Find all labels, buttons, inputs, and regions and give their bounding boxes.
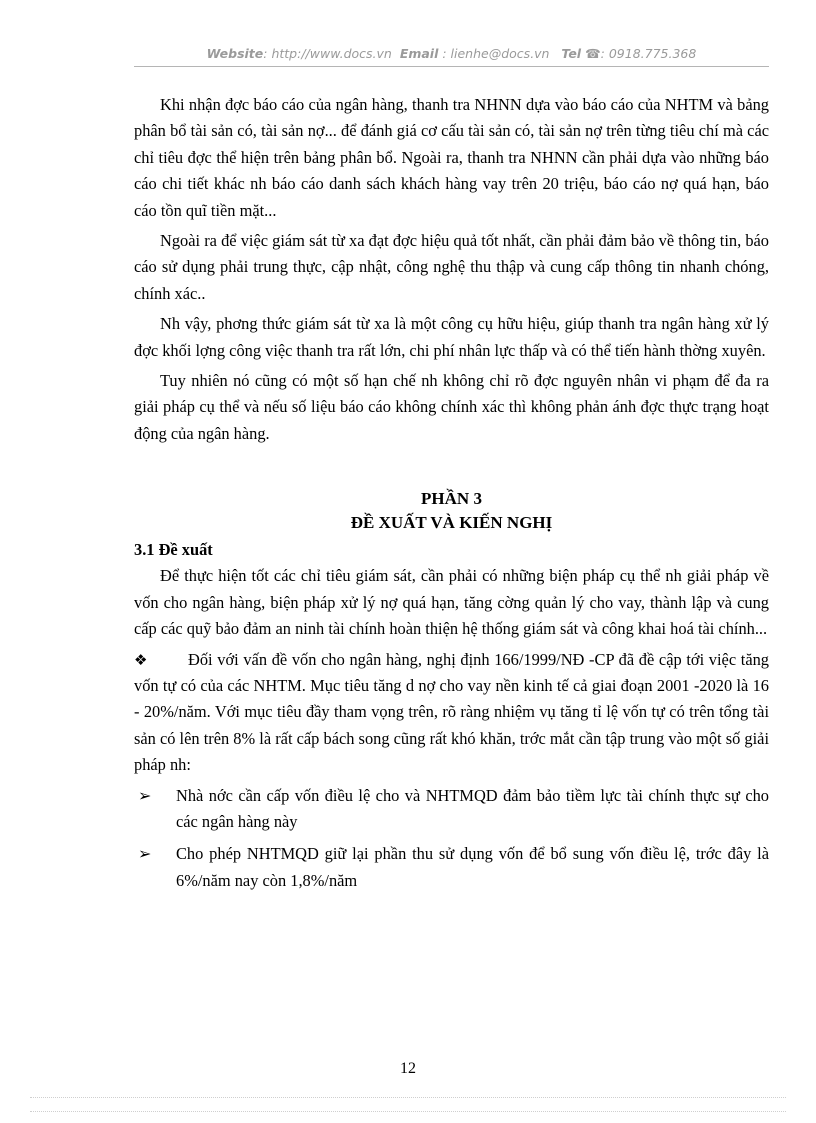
part-label: PHẦN 3 — [421, 489, 482, 509]
header-divider — [134, 66, 769, 67]
tel-label: Tel — [561, 46, 582, 61]
part-title: ĐỀ XUẤT VÀ KIẾN NGHỊ — [350, 513, 553, 533]
tel-value: : 0918.775.368 — [600, 46, 697, 61]
section-intro: Để thực hiện tốt các chỉ tiêu giám sát, cần phải có những biện pháp cụ thể nh giải pháp về vốn cho ngân hàng, biện pháp xử lý nợ quá hạn, tăng cờng quản lý cho vay, thành lập và cung cấp các quỹ bảo đảm an ninh tài chính hoàn thiện hệ thống giám sát và công khai hoá tài chính... — [134, 566, 769, 639]
sub-item — [138, 783, 769, 836]
arrow-bullet-icon: ➢ — [138, 844, 152, 864]
section-heading: 3.1 Đề xuất — [134, 540, 213, 560]
diamond-bullet-icon: ❖ — [134, 650, 148, 669]
website-label: Website — [206, 46, 264, 61]
bullet-text: Đối với vấn đề vốn cho ngân hàng, nghị định 166/1999/NĐ -CP đã đề cập tới việc tăng vốn tự có của các NHTM. Mục tiêu tăng d nợ cho vay nền kinh tế cả giai đoạn 2001 -2020 là 16 - 20%/năm. Với mục tiêu đầy tham vọng trên, rõ ràng nhiệm vụ tăng tỉ lệ vốn tự có trên tổng tài sản có lên trên 8% là rất cấp bách song cũng rất khó khăn, trớc mắt cần tập trung vào một số giải pháp nh: — [134, 649, 769, 775]
page-body — [134, 92, 769, 900]
paragraph: Tuy nhiên nó cũng có một số hạn chế nh không chỉ rõ đợc nguyên nhân vi phạm để đa ra giải pháp cụ thể và nếu số liệu báo cáo không chính xác thì không phản ánh đợc thực trạng hoạt động của ngân hàng. — [134, 371, 769, 443]
email-label: Email — [399, 46, 439, 61]
sub-item-text: Nhà nớc cần cấp vốn điều lệ cho và NHTMQD đảm bảo tiềm lực tài chính thực sự cho các ngân hàng này — [176, 785, 769, 831]
page-number: 12 — [400, 1060, 416, 1077]
website-value: : http://www.docs.vn — [263, 46, 392, 61]
sub-item — [138, 841, 769, 894]
sub-item-text: Cho phép NHTMQD giữ lại phần thu sử dụng vốn để bổ sung vốn điều lệ, trớc đây là 6%/năm nay còn 1,8%/năm — [176, 844, 769, 890]
bullet-item — [134, 647, 769, 779]
paragraph: Khi nhận đợc báo cáo của ngân hàng, thanh tra NHNN dựa vào báo cáo của NHTM và bảng phân bổ tài sản có, tài sản nợ... để đánh giá cơ cấu tài sản có, tài sản nợ trên từng tiêu chí mà các chỉ tiêu đợc thể hiện trên bảng phân bổ. Ngoài ra, thanh tra NHNN cần phải dựa vào những báo cáo chi tiết khác nh báo cáo danh sách khách hàng vay trên 20 triệu, báo cáo nợ quá hạn, báo cáo tồn quĩ tiền mặt... — [134, 95, 769, 220]
arrow-bullet-icon: ➢ — [138, 785, 152, 805]
phone-icon: ☎ — [585, 46, 601, 61]
paragraph: Nh vậy, phơng thức giám sát từ xa là một công cụ hữu hiệu, giúp thanh tra ngân hàng xử lý đợc khối lợng công việc thanh tra rất lớn, chi phí nhân lực thấp và có thể tiến hành thờng xuyên. — [134, 314, 769, 360]
email-value: : lienhe@docs.vn — [438, 46, 550, 61]
paragraph: Ngoài ra để việc giám sát từ xa đạt đợc hiệu quả tốt nhất, cần phải đảm bảo về thông tin, báo cáo sử dụng phải trung thực, cập nhật, công nghệ thu thập và cung cấp thông tin nhanh chóng, chính xác.. — [134, 231, 769, 303]
footer-dotted-line — [30, 1111, 786, 1112]
footer-dotted-line — [30, 1097, 786, 1098]
page-header — [134, 46, 769, 61]
